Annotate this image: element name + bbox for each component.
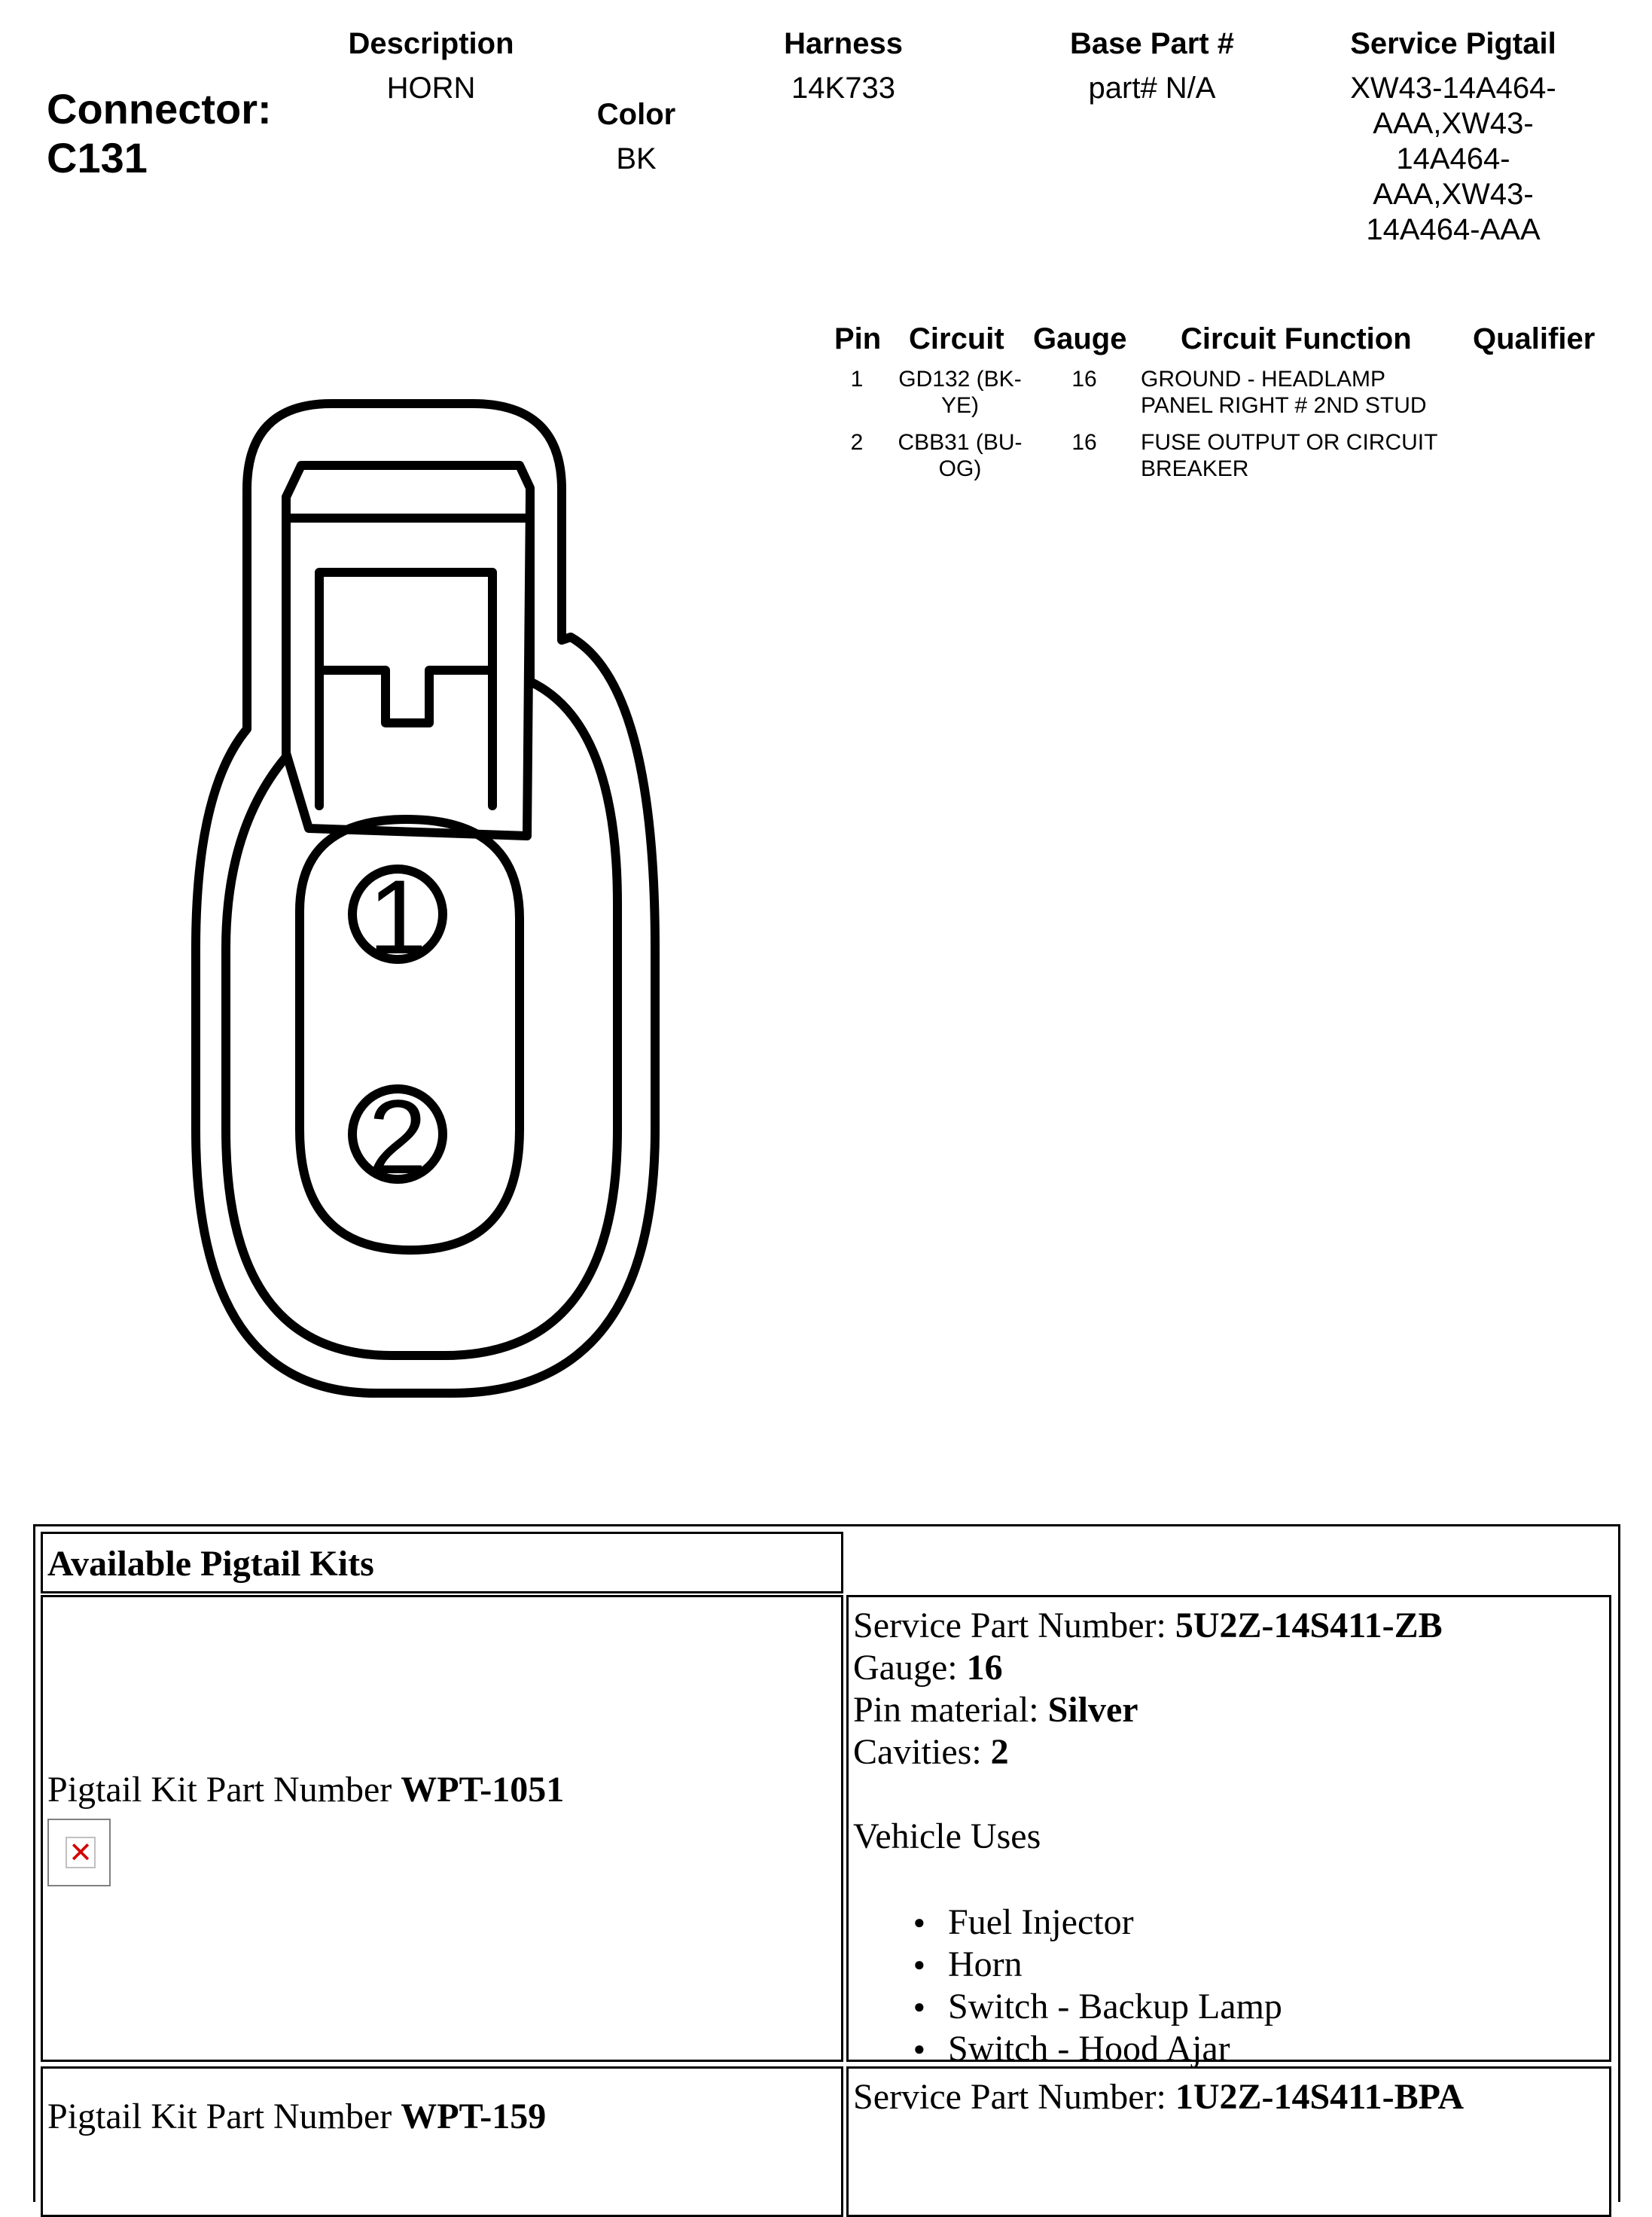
function-cell	[1141, 366, 1472, 419]
base-part-header: Base Part #	[1070, 27, 1234, 60]
kit-prefix: Pigtail Kit Part Number	[47, 2097, 401, 2136]
harness-value: 14K733	[791, 72, 895, 105]
pin-material-line	[853, 1689, 1443, 1731]
connector-face-diagram	[0, 0, 753, 1506]
kit-2-right-cell	[846, 2066, 1611, 2217]
function-line: BREAKER	[1141, 456, 1249, 481]
circuit-cell	[885, 366, 1035, 419]
latch-notch	[319, 670, 492, 723]
function-column-header: Circuit Function	[1181, 322, 1412, 355]
kits-title: Available Pigtail Kits	[47, 1544, 374, 1584]
cavities-value: 2	[990, 1732, 1009, 1772]
function-line: GROUND - HEADLAMP	[1141, 367, 1386, 392]
service-pigtail-value	[1325, 71, 1581, 248]
kit-prefix: Pigtail Kit Part Number	[47, 1770, 401, 1810]
cavities-label: Cavities:	[853, 1732, 991, 1772]
service-part-line	[853, 1605, 1443, 1647]
circuit-line: OG)	[938, 456, 982, 481]
kit-1-left-cell	[41, 1595, 843, 2062]
pin-cell: 2	[850, 430, 864, 455]
harness-header: Harness	[784, 27, 903, 60]
list-item: ● Fuel Injector	[853, 1901, 1443, 1944]
service-pigtail-line: 14A464-AAA	[1366, 213, 1541, 246]
service-part-label: Service Part Number:	[853, 2077, 1175, 2117]
kit-number: WPT-1051	[401, 1770, 565, 1810]
kit-2-part-number	[47, 2096, 546, 2138]
broken-image-icon: ✕	[47, 1819, 111, 1886]
pin-column-header: Pin	[834, 322, 882, 355]
vehicle-uses-label: Vehicle Uses	[853, 1816, 1041, 1856]
circuit-column-header: Circuit	[909, 322, 1004, 355]
kit-1-right-cell	[846, 1595, 1611, 2069]
pin-1-label: 1	[368, 858, 427, 976]
service-pigtail-line: AAA,XW43-	[1373, 107, 1534, 140]
connector-label: Connector:	[47, 85, 272, 133]
vehicle-uses-list	[853, 1901, 1443, 2070]
description-header: Description	[348, 27, 514, 60]
gauge-label: Gauge:	[853, 1648, 967, 1688]
gauge-cell: 16	[1071, 430, 1097, 455]
kits-title-cell	[41, 1532, 843, 1593]
gauge-column-header: Gauge	[1033, 322, 1127, 355]
pin-material-value: Silver	[1047, 1690, 1138, 1730]
qualifier-column-header: Qualifier	[1473, 322, 1596, 355]
color-value: BK	[616, 142, 657, 175]
gauge-cell: 16	[1071, 367, 1097, 392]
latch-block	[319, 572, 492, 806]
pin-material-label: Pin material:	[853, 1690, 1048, 1730]
kit-1-details	[853, 1605, 1443, 2070]
service-pigtail-line: AAA,XW43-	[1373, 178, 1534, 211]
circuit-cell	[885, 429, 1035, 482]
function-cell	[1141, 429, 1472, 482]
circuit-line: YE)	[940, 393, 979, 418]
kit-2-left-cell	[41, 2066, 843, 2217]
service-pigtail-line: 14A464-	[1396, 142, 1510, 175]
kit-number: WPT-159	[401, 2097, 547, 2136]
cavities-line	[853, 1731, 1443, 1773]
circuit-line: CBB31 (BU-	[898, 430, 1023, 455]
service-part-line	[853, 2076, 1464, 2118]
function-line: FUSE OUTPUT OR CIRCUIT	[1141, 430, 1438, 455]
base-part-value: part# N/A	[1088, 72, 1216, 105]
service-pigtail-header: Service Pigtail	[1350, 27, 1556, 60]
description-value: HORN	[386, 72, 476, 105]
gauge-line	[853, 1647, 1443, 1689]
service-pigtail-line: XW43-14A464-	[1350, 72, 1556, 105]
service-part-label: Service Part Number:	[853, 1606, 1175, 1645]
connector-id: C131	[47, 134, 148, 181]
pin-cell: 1	[850, 367, 864, 392]
color-header: Color	[596, 98, 676, 131]
circuit-line: GD132 (BK-	[898, 367, 1022, 392]
pin-2-label: 2	[368, 1078, 427, 1196]
list-item: ● Switch - Hood Ajar	[853, 2028, 1443, 2070]
gauge-value: 16	[966, 1648, 1003, 1688]
function-line: PANEL RIGHT # 2ND STUD	[1141, 393, 1427, 418]
service-part-value: 5U2Z-14S411-ZB	[1175, 1606, 1443, 1645]
kit-1-part-number	[47, 1769, 564, 1811]
service-part-value: 1U2Z-14S411-BPA	[1175, 2077, 1465, 2117]
list-item: ● Switch - Backup Lamp	[853, 1986, 1443, 2028]
list-item: ● Horn	[853, 1944, 1443, 1986]
